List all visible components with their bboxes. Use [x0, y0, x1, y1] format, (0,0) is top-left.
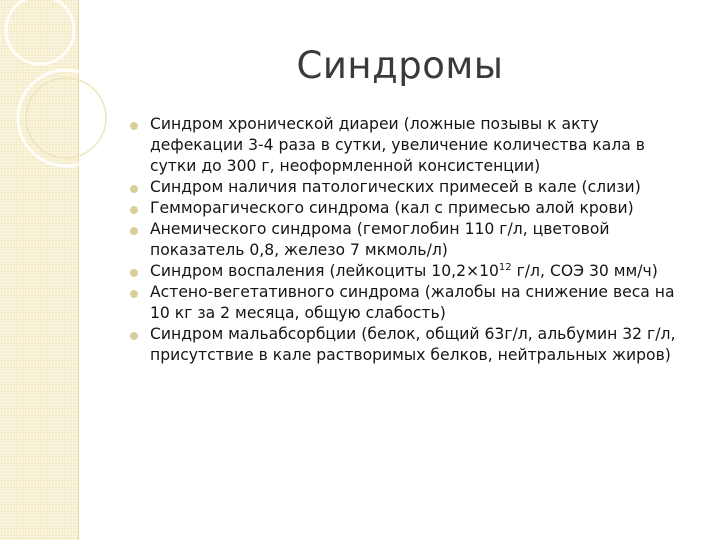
ring-top: [6, 0, 74, 64]
list-item-text: Астено-вегетативного синдрома (жалобы на снижение веса на 10 кг за 2 месяца, общую слабость): [150, 283, 675, 322]
list-item-text: Синдром мальабсорбции (белок, общий 63г/л, альбумин 32 г/л, присутствие в кале растворимых белков, нейтральных жиров): [150, 325, 676, 364]
list-item-text: Гемморагического синдрома (кал с примесью алой крови): [150, 199, 634, 217]
list-item: [130, 324, 690, 366]
list-item: [130, 177, 690, 198]
list-item: [130, 261, 690, 282]
list-item-text: Синдром наличия патологических примесей в кале (слизи): [150, 178, 641, 196]
bullet-icon: [130, 185, 138, 193]
list-item-text-part: г/л, СОЭ 30 мм/ч): [511, 262, 658, 280]
list-item: [130, 282, 690, 324]
bullet-icon: [130, 227, 138, 235]
list-item: [130, 198, 690, 219]
list-item: [130, 114, 690, 177]
bullet-icon: [130, 206, 138, 214]
list-item: [130, 219, 690, 261]
ring-large: [18, 70, 110, 166]
list-item-text: Анемического синдрома (гемоглобин 110 г/л, цветовой показатель 0,8, железо 7 мкмоль/л): [150, 220, 610, 259]
bullet-icon: [130, 290, 138, 298]
ring-inner: [26, 78, 106, 158]
decorative-rings: [0, 0, 110, 200]
exponent: 12: [498, 261, 512, 273]
list-item-text: [150, 262, 658, 280]
bullet-icon: [130, 122, 138, 130]
bullet-icon: [130, 332, 138, 340]
list-item-text: Синдром хронической диареи (ложные позывы к акту дефекации 3-4 раза в сутки, увеличение количества кала в сутки до 300 г, неоформленной консистенции): [150, 115, 645, 175]
bullet-icon: [130, 269, 138, 277]
slide-title: Синдромы: [296, 44, 504, 87]
list-item-text-part: Синдром воспаления (лейкоциты 10,2×10: [150, 262, 499, 280]
syndrome-list: [130, 114, 690, 366]
